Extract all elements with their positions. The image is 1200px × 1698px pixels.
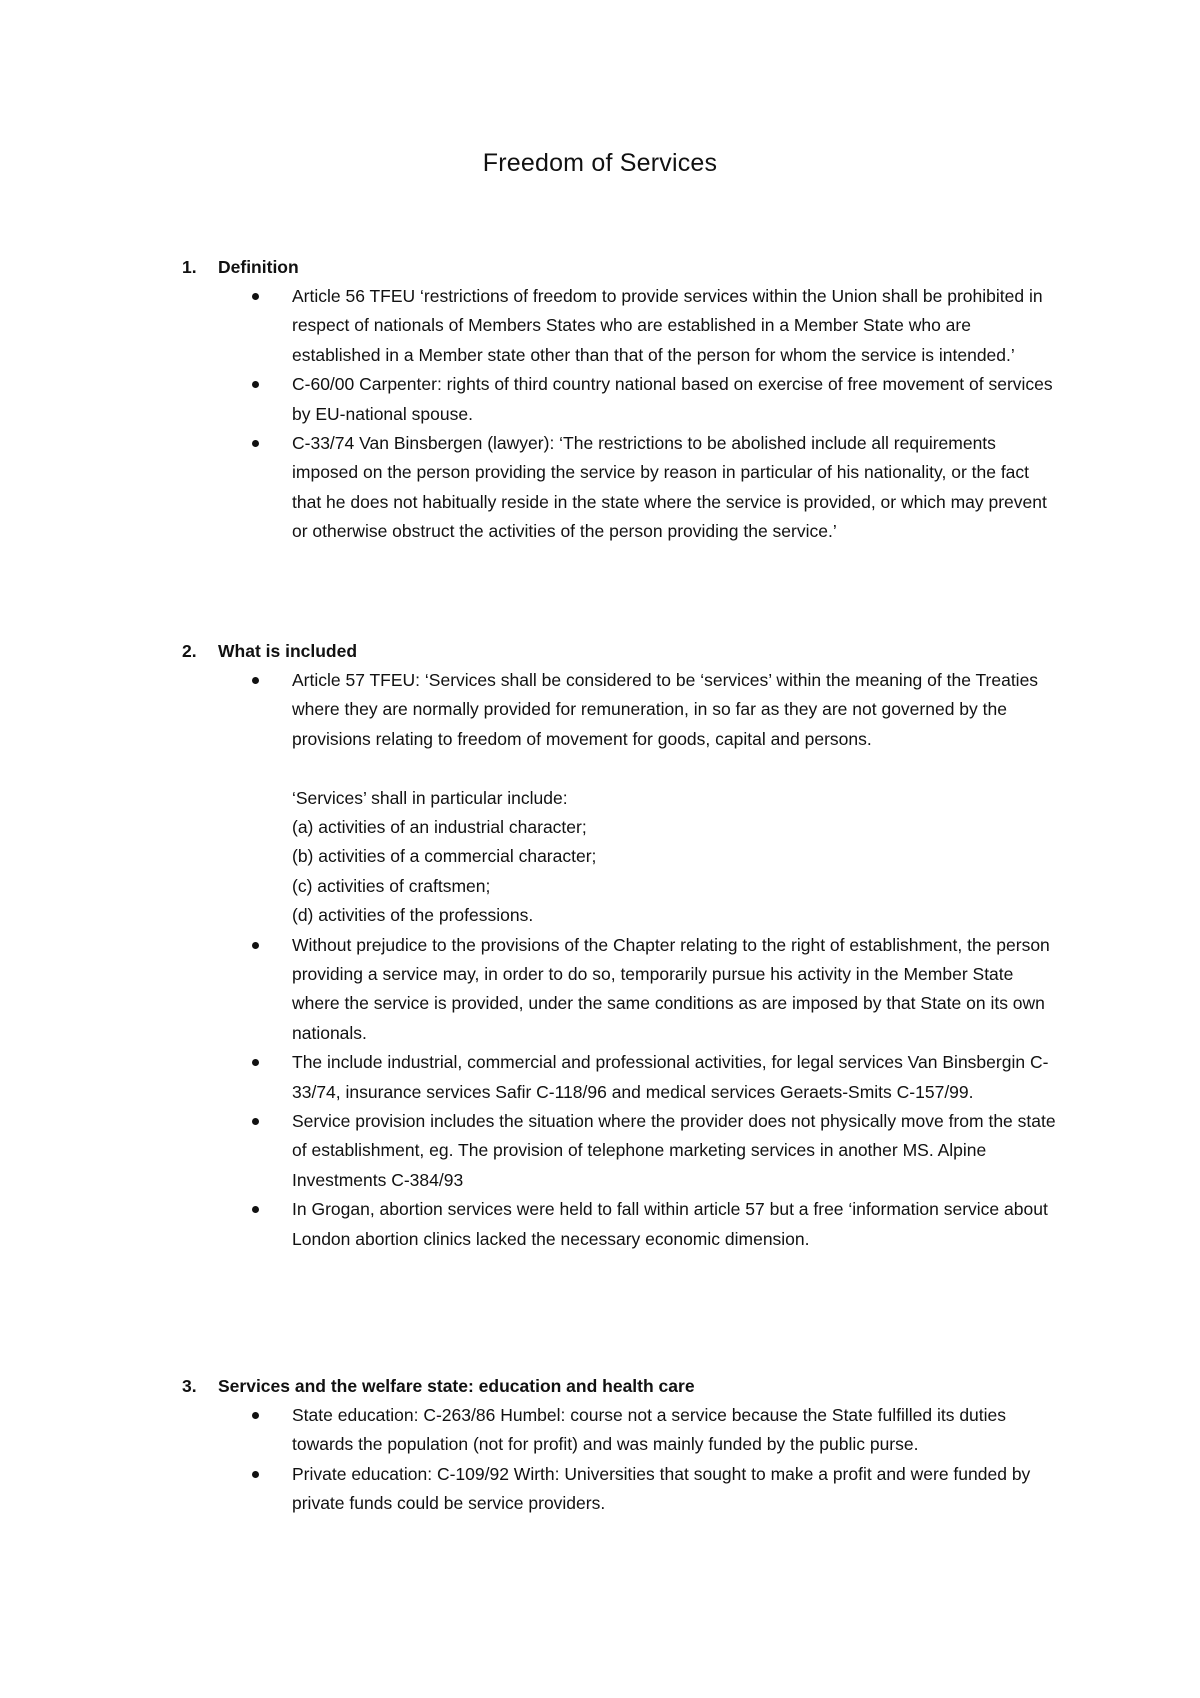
item-text: In Grogan, abortion services were held to fall within article 57 but a free ‘information service about London abortion clinics lacked the necessary economic dimension.: [292, 1199, 1048, 1249]
item-text: The include industrial, commercial and professional activities, for legal services Van Binsbergin C-33/74, insurance services Safir C-118/96 and medical services Geraets-Smits C-157/99.: [292, 1052, 1049, 1102]
bullet-icon: [252, 1059, 259, 1066]
section-what-is-included: [0, 637, 1200, 1254]
section-heading: [0, 1372, 1200, 1401]
section-title: Definition: [218, 257, 299, 277]
item-text: State education: C-263/86 Humbel: course not a service because the State fulfilled its duties towards the population (not for profit) and was mainly funded by the public purse.: [292, 1405, 1007, 1455]
list-item: [0, 370, 1200, 429]
list-item: [0, 1401, 1200, 1460]
item-text: C-60/00 Carpenter: rights of third country national based on exercise of free movement of services by EU-national spouse.: [292, 374, 1053, 424]
list-item: [0, 1460, 1200, 1519]
blank-line: [292, 754, 1058, 783]
document-title: Freedom of Services: [482, 149, 718, 177]
bullet-icon: [252, 1206, 259, 1213]
sublist-item: (b) activities of a commercial character;: [292, 846, 597, 867]
bullet-icon: [252, 1118, 259, 1125]
bullet-icon: [252, 677, 259, 684]
section-welfare-state: [0, 1372, 1200, 1519]
item-text: Service provision includes the situation where the provider does not physically move from the state of establishment, eg. The provision of telephone marketing services in another MS. Alpine Investments C-384/93: [292, 1111, 1056, 1190]
section-number: 2.: [182, 641, 197, 661]
bullet-icon: [252, 942, 259, 949]
bullet-list: [0, 1401, 1200, 1519]
bullet-list: [0, 666, 1200, 1254]
list-item: [0, 931, 1200, 1049]
section-heading: [0, 637, 1200, 666]
list-item: [0, 666, 1200, 931]
bullet-icon: [252, 1412, 259, 1419]
section-number: 3.: [182, 1376, 197, 1396]
section-title: Services and the welfare state: education and health care: [218, 1376, 695, 1396]
list-item: [0, 1195, 1200, 1254]
section-number: 1.: [182, 257, 197, 277]
list-item: [0, 1048, 1200, 1107]
bullet-icon: [252, 381, 259, 388]
bullet-icon: [252, 1471, 259, 1478]
bullet-icon: [252, 440, 259, 447]
sublist-item: (c) activities of craftsmen;: [292, 875, 491, 896]
list-item: [0, 1107, 1200, 1195]
item-text: Article 56 TFEU ‘restrictions of freedom to provide services within the Union shall be prohibited in respect of nationals of Members States who are established in a Member State who are established in a Member state other than that of the person for whom the service is intended.’: [292, 286, 1043, 365]
bullet-list: [0, 282, 1200, 547]
item-text: Without prejudice to the provisions of the Chapter relating to the right of establishment, the person providing a service may, in order to do so, temporarily pursue his activity in the Member State where the service is provided, under the same conditions as are imposed by that State on its own nationals.: [292, 934, 1050, 1043]
item-text: C-33/74 Van Binsbergen (lawyer): ‘The restrictions to be abolished include all requirements imposed on the person providing the service by reason in particular of his nationality, or the fact that he does not habitually reside in the state where the service is provided, or which may prevent or otherwise obstruct the activities of the person providing the service.’: [292, 433, 1047, 542]
sublist-item: (d) activities of the professions.: [292, 905, 534, 926]
list-item: [0, 282, 1200, 370]
item-text: Private education: C-109/92 Wirth: Universities that sought to make a profit and were funded by private funds could be service providers.: [292, 1463, 1031, 1514]
section-definition: [0, 253, 1200, 547]
item-text: Article 57 TFEU: ‘Services shall be considered to be ‘services’ within the meaning of the Treaties where they are normally provided for remuneration, in so far as they are not governed by the provisions relating to freedom of movement for goods, capital and persons.: [292, 670, 1039, 749]
section-title: What is included: [218, 641, 358, 661]
list-item: [0, 429, 1200, 547]
sublist-intro: ‘Services’ shall in particular include:: [292, 787, 568, 808]
bullet-icon: [252, 293, 259, 300]
sublist-item: (a) activities of an industrial character;: [292, 817, 587, 838]
section-heading: [0, 253, 1200, 282]
